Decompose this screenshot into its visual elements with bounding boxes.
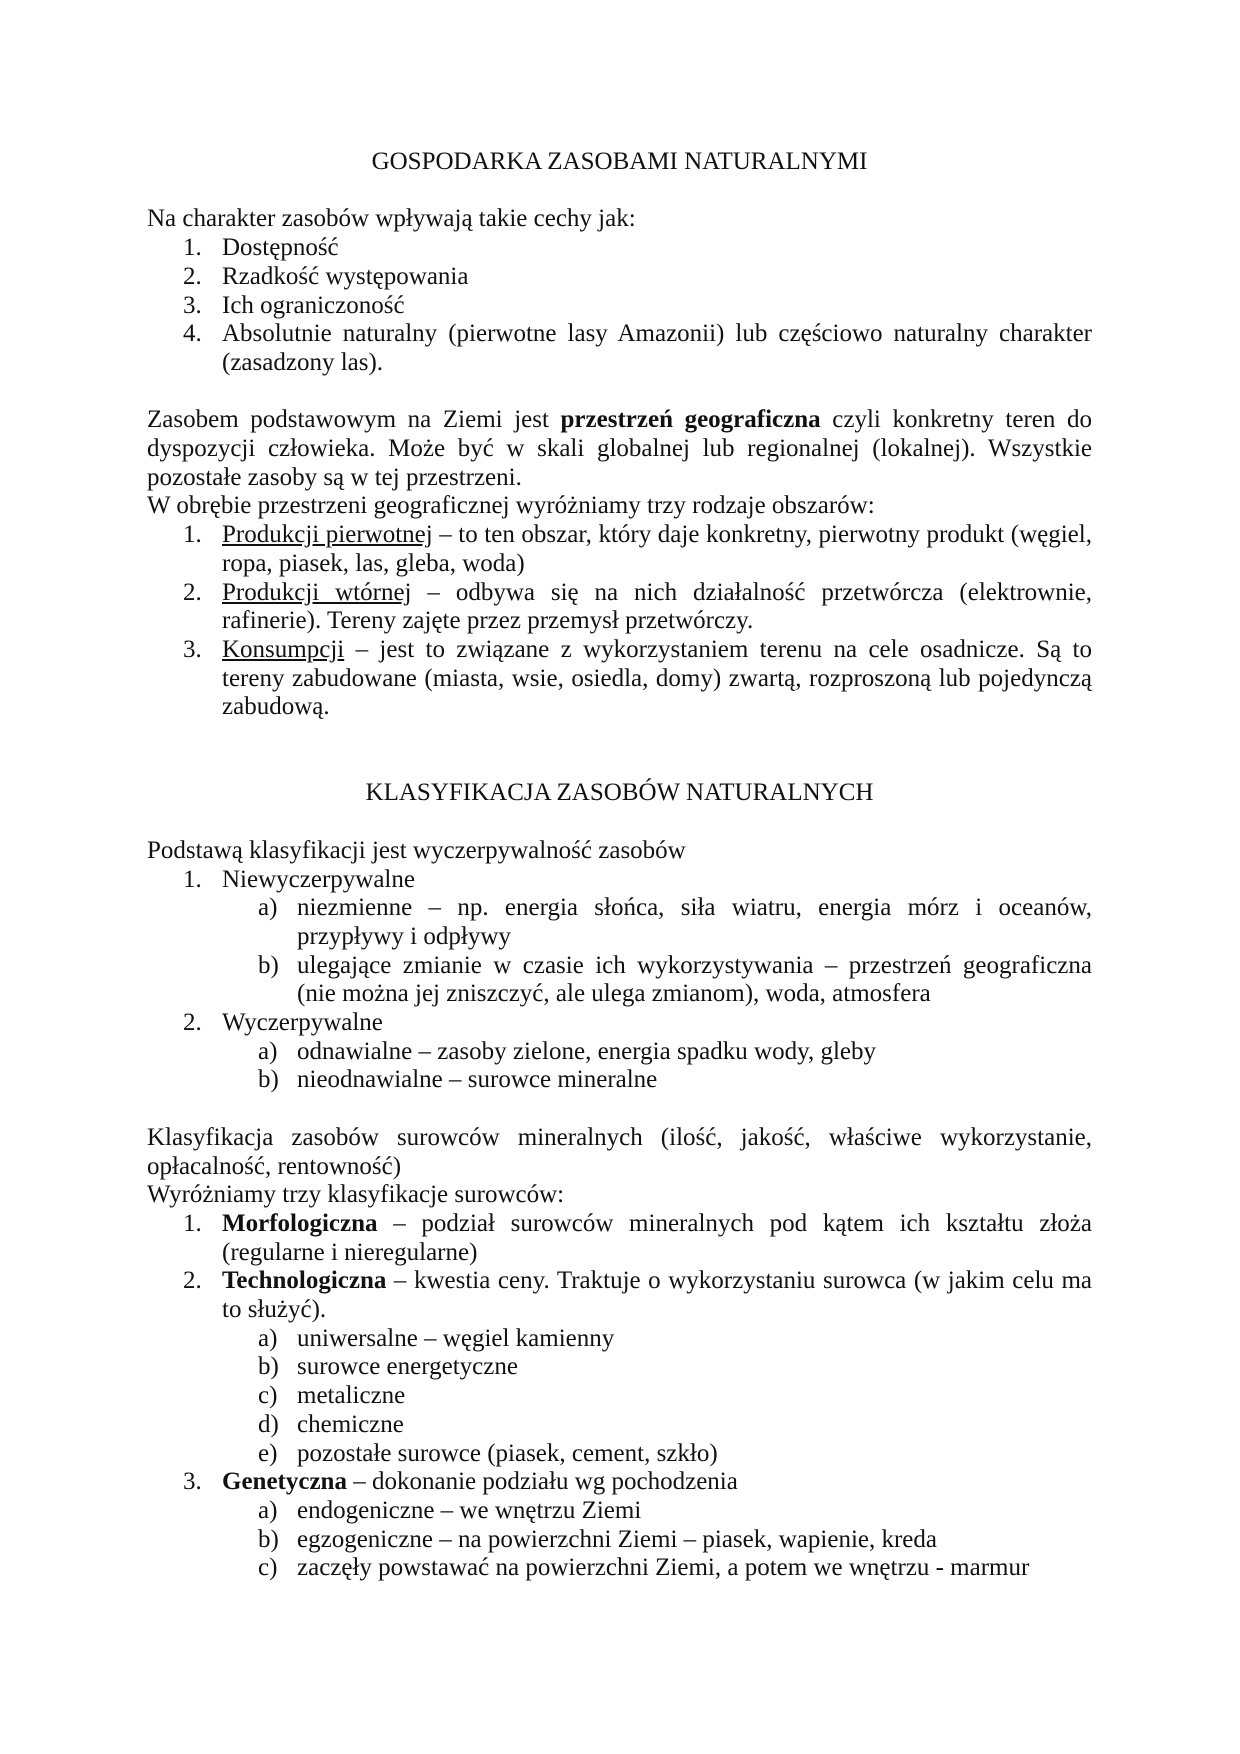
- sub-item: b) surowce energetyczne: [258, 1353, 518, 1381]
- sub-item: b) ulegające zmianie w czasie ich wykorzystywania – przestrzeń geograficzna (nie można jej zniszczyć, ale ulega zmianom), woda, atmosfera: [258, 951, 1092, 1008]
- intro-text: Na charakter zasobów wpływają takie cechy jak:: [147, 205, 636, 233]
- list-item: 2. Produkcji wtórnej – odbywa się na nich działalność przetwórcza (elektrownie, rafinerie). Tereny zajęte przez przemysł przetwórczy.: [183, 578, 1092, 635]
- sub-item: c) metaliczne: [258, 1382, 406, 1410]
- paragraph-space: Zasobem podstawowym na Ziemi jest przestrzeń geograficzna czyli konkretny teren do dyspozycji człowieka. Może być w skali globalnej lub regionalnej (lokalnej). Wszystkie pozostałe zasoby są w tej przestrzeni.: [147, 406, 1092, 491]
- list-item: 1. Dostępność: [183, 234, 339, 262]
- list-item: 2. Rzadkość występowania: [183, 262, 469, 290]
- main-title: GOSPODARKA ZASOBAMI NATURALNYMI: [371, 148, 868, 175]
- list-item: 2. Wyczerpywalne: [183, 1009, 383, 1037]
- classes-list: [147, 1210, 1092, 1583]
- list-item: 3. Genetyczna – dokonanie podziału wg pochodzenia: [183, 1468, 738, 1496]
- sub-item: c) zaczęły powstawać na powierzchni Ziemi, a potem we wnętrzu - marmur: [258, 1554, 1030, 1582]
- list-item: 1. Produkcji pierwotnej – to ten obszar, który daje konkretny, pierwotny produkt (węgiel, ropa, piasek, las, gleba, woda): [183, 521, 1092, 577]
- list-item: 3. Konsumpcji – jest to związane z wykorzystaniem terenu na cele osadnicze. Są to tereny zabudowane (miasta, wsie, osiedla, domy) zwartą, rozproszoną lub pojedynczą zabudową.: [183, 635, 1092, 721]
- sub-item: a) endogeniczne – we wnętrzu Ziemi: [258, 1496, 642, 1524]
- sub-item: a) uniwersalne – węgiel kamienny: [258, 1324, 615, 1352]
- paragraph-areas: W obrębie przestrzeni geograficznej wyróżniamy trzy rodzaje obszarów:: [147, 492, 875, 520]
- paragraph-classes: Wyróżniamy trzy klasyfikacje surowców:: [147, 1181, 565, 1209]
- sub-item: b) nieodnawialne – surowce mineralne: [258, 1066, 658, 1094]
- paragraph-minerals: Klasyfikacja zasobów surowców mineralnych (ilość, jakość, właściwe wykorzystanie, opłacalność, rentowność): [147, 1123, 1092, 1180]
- features-list: [147, 234, 1092, 378]
- areas-list: [147, 521, 1092, 722]
- section-title: KLASYFIKACJA ZASOBÓW NATURALNYCH: [365, 779, 874, 807]
- sub-item: b) egzogeniczne – na powierzchni Ziemi – piasek, wapienie, kreda: [258, 1525, 938, 1553]
- sub-item: a) niezmienne – np. energia słońca, siła wiatru, energia mórz i oceanów, przypływy i odpływy: [258, 894, 1092, 950]
- list-item: 2. Technologiczna – kwestia ceny. Traktuje o wykorzystaniu surowca (w jakim celu ma to służyć).: [183, 1267, 1092, 1324]
- paragraph-basis: Podstawą klasyfikacji jest wyczerpywalność zasobów: [147, 836, 686, 864]
- exhaustibility-list: [147, 866, 1092, 1096]
- document-page: [147, 148, 1092, 1583]
- sub-item: e) pozostałe surowce (piasek, cement, szkło): [258, 1439, 718, 1467]
- sub-item: a) odnawialne – zasoby zielone, energia spadku wody, gleby: [258, 1037, 876, 1065]
- list-item: 1. Morfologiczna – podział surowców mineralnych pod kątem ich kształtu złoża (regularne i nieregularne): [183, 1209, 1092, 1266]
- list-item: 3. Ich ograniczoność: [183, 291, 405, 319]
- list-item: 4. Absolutnie naturalny (pierwotne lasy Amazonii) lub częściowo naturalny charakter (zasadzony las).: [183, 320, 1092, 376]
- list-item: 1. Niewyczerpywalne: [183, 865, 415, 893]
- sub-item: d) chemiczne: [258, 1410, 404, 1438]
